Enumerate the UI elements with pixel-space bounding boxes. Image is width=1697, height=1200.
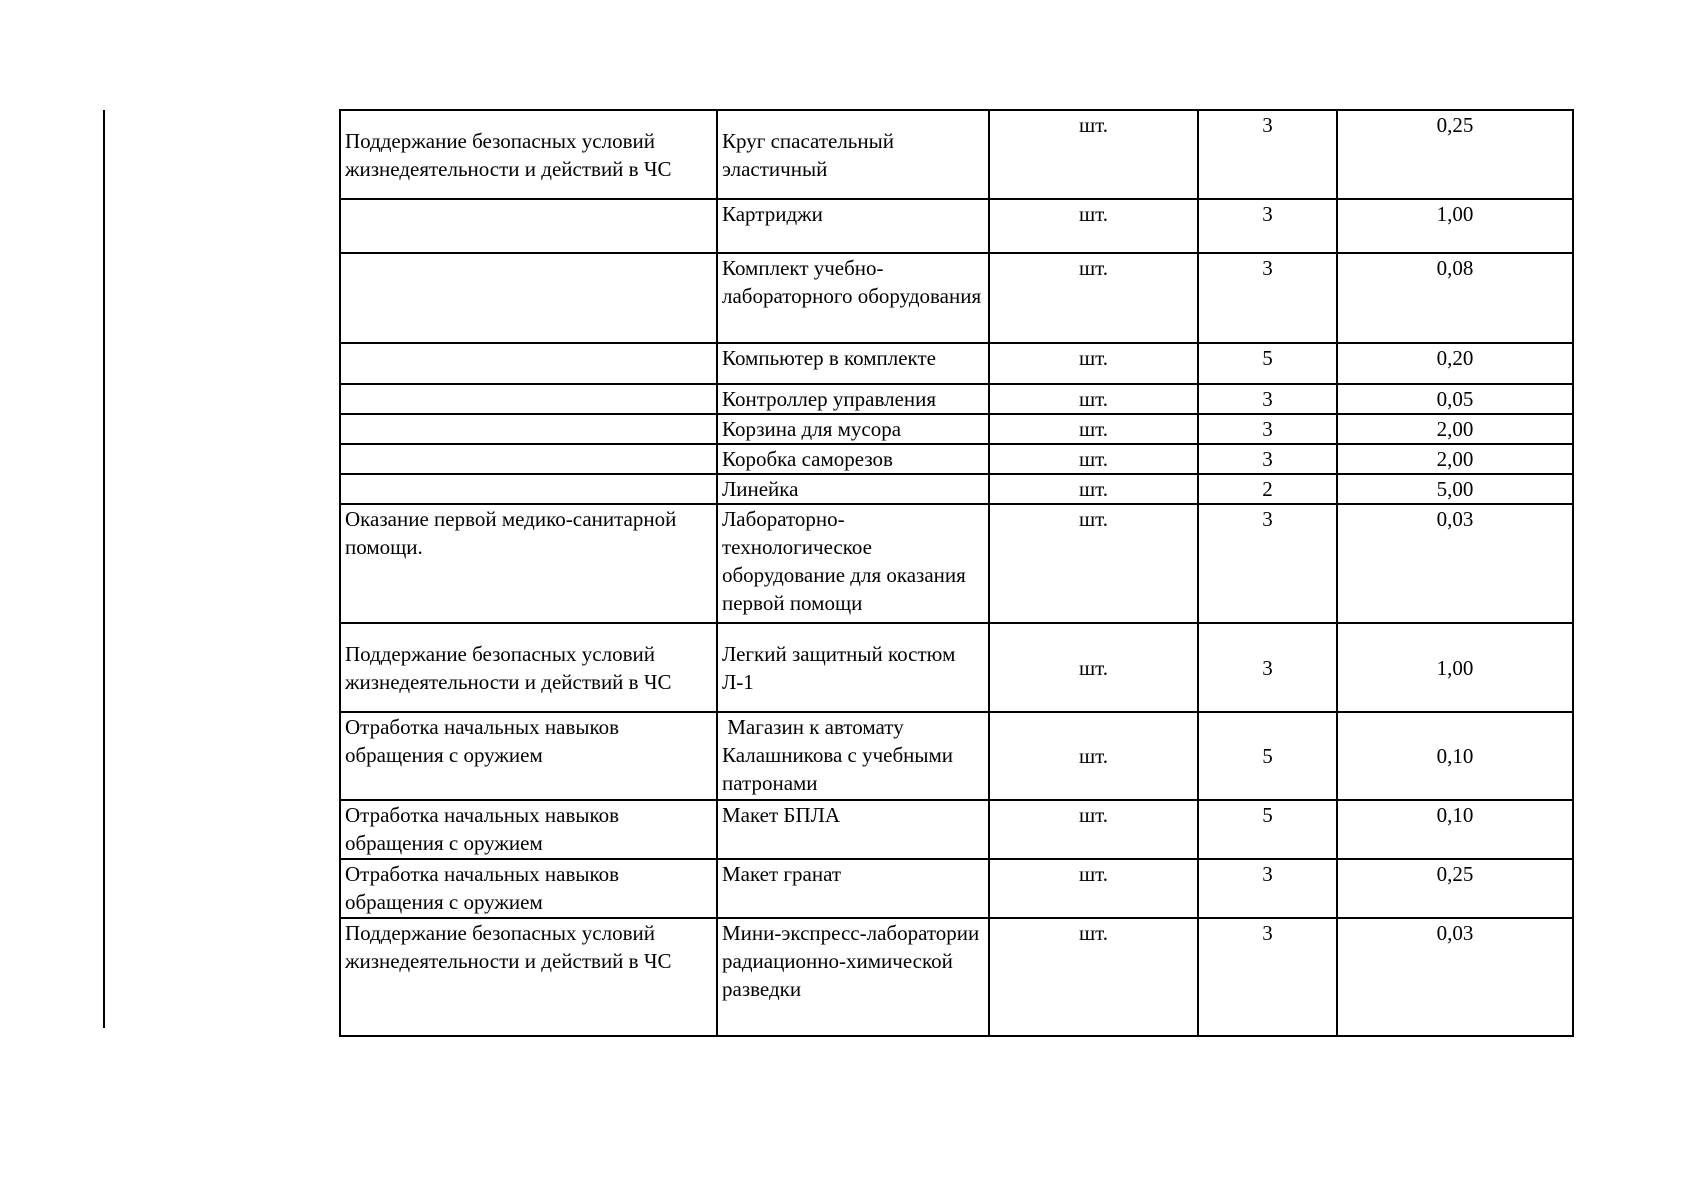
unit-cell: шт. (989, 253, 1198, 343)
table-row (340, 414, 1573, 444)
norm-cell: 1,00 (1337, 199, 1573, 253)
activity-cell: Поддержание безопасных условий жизнедеятельности и действий в ЧС (340, 918, 717, 1036)
qty-cell: 5 (1198, 343, 1337, 384)
item-cell: Корзина для мусора (717, 414, 989, 444)
table-row (340, 110, 1573, 199)
table-row (340, 444, 1573, 474)
norm-cell: 0,25 (1337, 110, 1573, 199)
activity-cell (340, 384, 717, 414)
item-cell: Картриджи (717, 199, 989, 253)
table-row (340, 918, 1573, 1036)
page-margin-line (103, 110, 105, 1028)
norm-cell: 0,25 (1337, 859, 1573, 918)
qty-cell: 2 (1198, 474, 1337, 504)
unit-cell: шт. (989, 384, 1198, 414)
item-cell: Макет БПЛА (717, 800, 989, 859)
item-cell: Макет гранат (717, 859, 989, 918)
activity-cell: Поддержание безопасных условий жизнедеятельности и действий в ЧС (340, 110, 717, 199)
unit-cell: шт. (989, 444, 1198, 474)
qty-cell: 3 (1198, 918, 1337, 1036)
table-row (340, 623, 1573, 712)
activity-cell: Поддержание безопасных условий жизнедеятельности и действий в ЧС (340, 623, 717, 712)
activity-cell (340, 474, 717, 504)
norm-cell: 2,00 (1337, 414, 1573, 444)
table-row (340, 199, 1573, 253)
unit-cell: шт. (989, 800, 1198, 859)
qty-cell: 5 (1198, 800, 1337, 859)
unit-cell: шт. (989, 712, 1198, 800)
norm-cell: 0,20 (1337, 343, 1573, 384)
unit-cell: шт. (989, 199, 1198, 253)
unit-cell: шт. (989, 110, 1198, 199)
unit-cell: шт. (989, 414, 1198, 444)
table-row (340, 712, 1573, 800)
activity-cell (340, 199, 717, 253)
item-cell: Компьютер в комплекте (717, 343, 989, 384)
table-row (340, 800, 1573, 859)
activity-cell (340, 414, 717, 444)
norm-cell: 1,00 (1337, 623, 1573, 712)
activity-cell: Оказание первой медико-санитарной помощи. (340, 504, 717, 623)
item-cell: Легкий защитный костюм Л-1 (717, 623, 989, 712)
unit-cell: шт. (989, 918, 1198, 1036)
norm-cell: 0,08 (1337, 253, 1573, 343)
table-row (340, 504, 1573, 623)
item-cell: Лабораторно-технологическое оборудование для оказания первой помощи (717, 504, 989, 623)
table-row (340, 474, 1573, 504)
item-cell: Линейка (717, 474, 989, 504)
qty-cell: 3 (1198, 859, 1337, 918)
activity-cell (340, 253, 717, 343)
table-row (340, 859, 1573, 918)
activity-cell (340, 444, 717, 474)
table-row (340, 253, 1573, 343)
norm-cell: 5,00 (1337, 474, 1573, 504)
item-cell: Коробка саморезов (717, 444, 989, 474)
activity-cell (340, 343, 717, 384)
table-row (340, 343, 1573, 384)
qty-cell: 3 (1198, 110, 1337, 199)
norm-cell: 0,05 (1337, 384, 1573, 414)
unit-cell: шт. (989, 859, 1198, 918)
unit-cell: шт. (989, 343, 1198, 384)
qty-cell: 3 (1198, 444, 1337, 474)
activity-cell: Отработка начальных навыков обращения с оружием (340, 712, 717, 800)
norm-cell: 0,03 (1337, 918, 1573, 1036)
item-cell: Контроллер управления (717, 384, 989, 414)
item-cell: Круг спасательный эластичный (717, 110, 989, 199)
qty-cell: 3 (1198, 253, 1337, 343)
unit-cell: шт. (989, 474, 1198, 504)
item-cell: Комплект учебно-лабораторного оборудования (717, 253, 989, 343)
activity-cell: Отработка начальных навыков обращения с оружием (340, 859, 717, 918)
norm-cell: 0,10 (1337, 712, 1573, 800)
equipment-table (339, 109, 1574, 1037)
qty-cell: 5 (1198, 712, 1337, 800)
unit-cell: шт. (989, 623, 1198, 712)
norm-cell: 0,10 (1337, 800, 1573, 859)
table-row (340, 384, 1573, 414)
norm-cell: 0,03 (1337, 504, 1573, 623)
qty-cell: 3 (1198, 623, 1337, 712)
qty-cell: 3 (1198, 199, 1337, 253)
qty-cell: 3 (1198, 414, 1337, 444)
activity-cell: Отработка начальных навыков обращения с оружием (340, 800, 717, 859)
qty-cell: 3 (1198, 504, 1337, 623)
item-cell: Мини-экспресс-лаборатории радиационно-химической разведки (717, 918, 989, 1036)
qty-cell: 3 (1198, 384, 1337, 414)
norm-cell: 2,00 (1337, 444, 1573, 474)
unit-cell: шт. (989, 504, 1198, 623)
item-cell: Магазин к автомату Калашникова с учебными патронами (717, 712, 989, 800)
